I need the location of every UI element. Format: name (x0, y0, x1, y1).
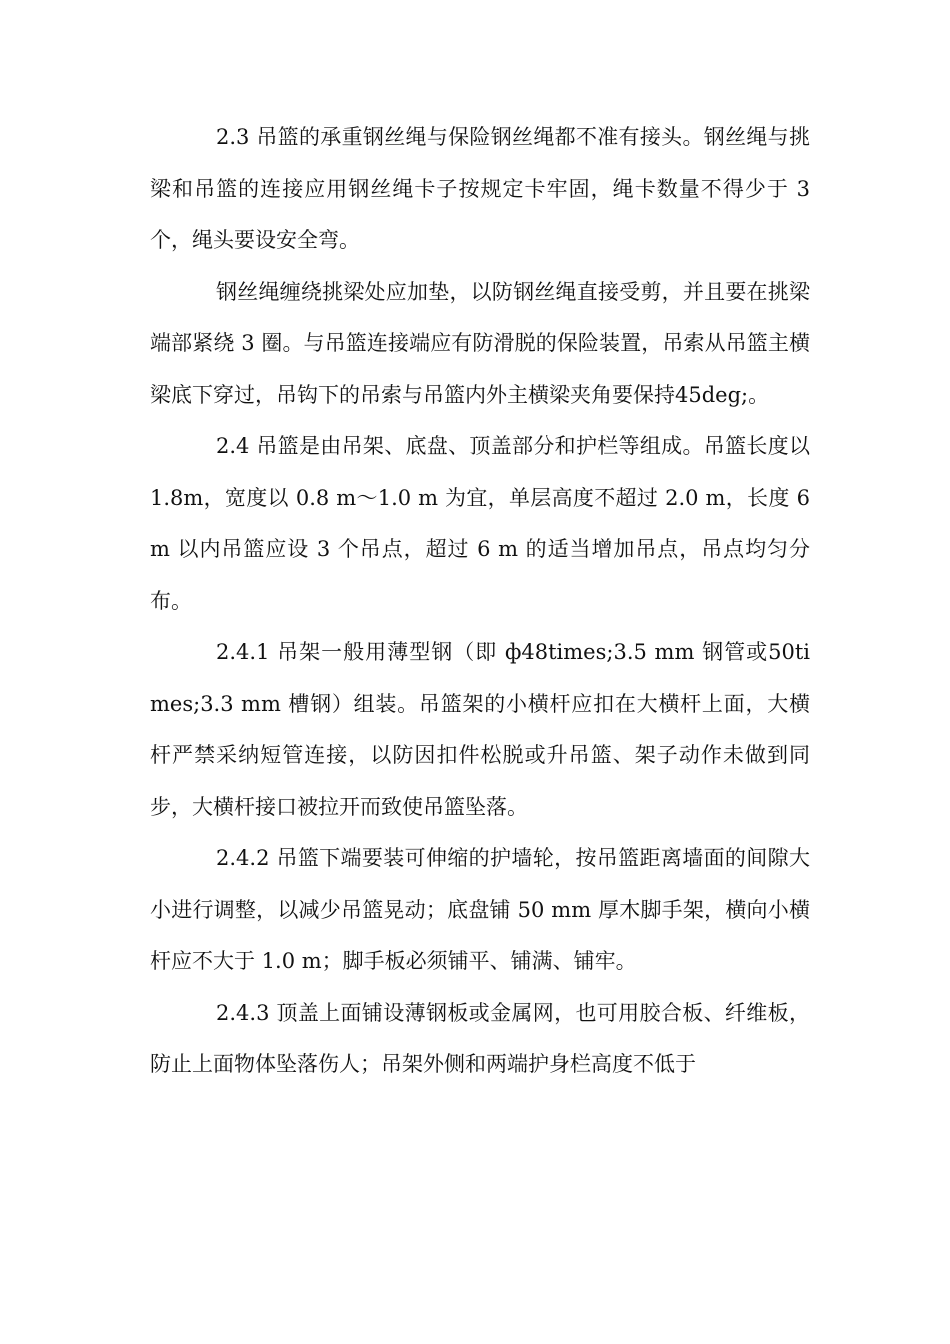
paragraph-2-4-3: 2.4.3 顶盖上面铺设薄钢板或金属网，也可用胶合板、纤维板，防止上面物体坠落伤人；吊架外侧和两端护身栏高度不低于 (150, 1000, 810, 1076)
paragraph-wire-rope-winding: 钢丝绳缠绕挑梁处应加垫，以防钢丝绳直接受剪，并且要在挑梁端部紧绕 3 圈。与吊篮连接端应有防滑脱的保险装置，吊索从吊篮主横梁底下穿过，吊钩下的吊索与吊篮内外主横梁夹角要保持45deg;。 (150, 279, 810, 407)
document-body (150, 112, 810, 1091)
paragraph-2-4: 2.4 吊篮是由吊架、底盘、顶盖部分和护栏等组成。吊篮长度以 1.8m，宽度以 0.8 m～1.0 m 为宜，单层高度不超过 2.0 m，长度 6 m 以内吊篮应设 3 个吊点，超过 6 m 的适当增加吊点，吊点均匀分布。 (150, 434, 810, 613)
paragraph-2-4-1: 2.4.1 吊架一般用薄型钢（即 ф48times;3.5 mm 钢管或50times;3.3 mm 槽钢）组装。吊篮架的小横杆应扣在大横杆上面，大横杆严禁采纳短管连接，以防因扣件松脱或升吊篮、架子动作未做到同步，大横杆接口被拉开而致使吊篮坠落。 (150, 640, 810, 819)
paragraph-2-3: 2.3 吊篮的承重钢丝绳与保险钢丝绳都不准有接头。钢丝绳与挑梁和吊篮的连接应用钢丝绳卡子按规定卡牢固，绳卡数量不得少于 3 个，绳头要设安全弯。 (150, 125, 810, 252)
paragraph-2-4-2: 2.4.2 吊篮下端要装可伸缩的护墙轮，按吊篮距离墙面的间隙大小进行调整，以减少吊篮晃动；底盘铺 50 mm 厚木脚手架，横向小横杆应不大于 1.0 m；脚手板必须铺平、铺满、铺牢。 (150, 846, 810, 973)
